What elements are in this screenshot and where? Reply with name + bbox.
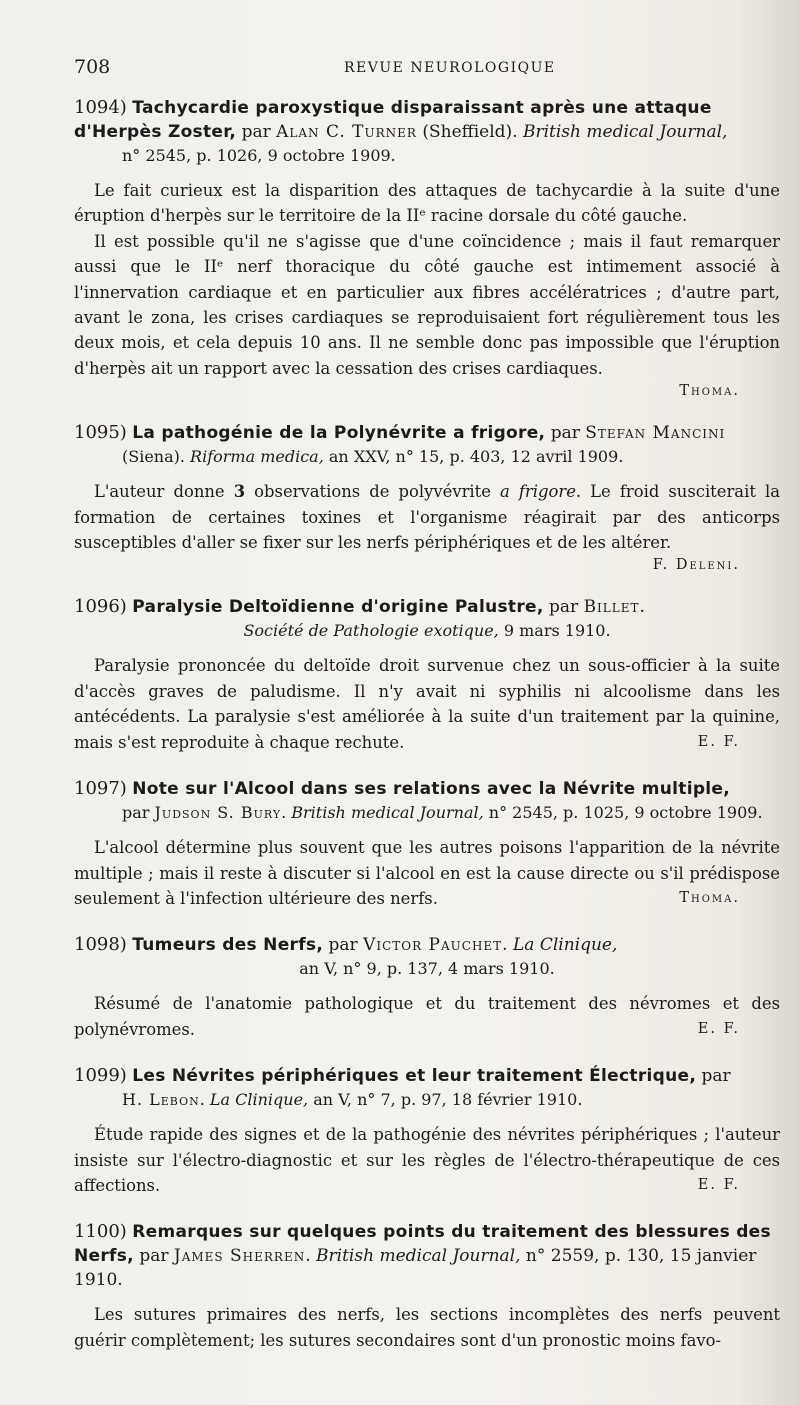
text-run: L'alcool détermine plus souvent que les autres poisons l'apparition de la névrite multiple ; mais il reste à discuter si l'alcool en est la cause directe ou s'il prédispose seulement à l'infection ultérieure des nerfs. xyxy=(74,838,780,908)
entry-number: 1097) xyxy=(74,778,127,800)
entry-author: Stefan Mancini xyxy=(585,423,726,444)
entry-title: Tachycardie paroxystique disparaissant après une attaque d'Herpès Zoster, xyxy=(74,98,712,142)
entry-reference xyxy=(74,445,780,469)
ref-text: par xyxy=(545,423,586,444)
entry-number: 1095) xyxy=(74,422,127,444)
abstract-entry-1098 xyxy=(74,933,780,1042)
ref-text: par xyxy=(236,122,277,142)
entry-title: Note sur l'Alcool dans ses relations avec la Névrite multiple, xyxy=(132,779,731,800)
abstract-entry-1097 xyxy=(74,777,780,911)
text-run: Résumé de l'anatomie pathologique et du traitement des névromes et des polynévromes. xyxy=(74,994,780,1039)
entry-heading xyxy=(74,1220,780,1292)
entry-abstract xyxy=(74,653,780,755)
entry-signature: E. F. xyxy=(697,1020,740,1037)
page-number: 708 xyxy=(74,56,111,78)
ref-text: . xyxy=(199,1090,210,1110)
abstract-paragraph xyxy=(74,991,780,1042)
running-title: REVUE NEUROLOGIQUE xyxy=(344,60,556,76)
entry-title: Paralysie Deltoïdienne d'origine Palustre, xyxy=(132,597,544,618)
entry-abstract xyxy=(74,178,780,381)
entry-number: 1100) xyxy=(74,1221,127,1243)
entry-abstract xyxy=(74,479,780,555)
entry-heading xyxy=(74,933,780,981)
abstract-paragraph: Il est possible qu'il ne s'agisse que d'une coïncidence ; mais il faut remarquer aussi que le IIᵉ nerf thoracique du côté gauche est intimement associé à l'innervation cardiaque et en particulier aux fibres accélératrices ; d'autre part, avant le zona, les crises cardiaques se reproduisaient fort régulièrement tous les deux mois, et cela depuis 10 ans. Il ne semble donc pas impossible que l'éruption d'herpès ait un rapport avec la cessation des crises cardiaques. xyxy=(74,231,780,378)
ref-text: par xyxy=(543,597,584,618)
ref-text: par xyxy=(133,1246,174,1267)
entry-reference xyxy=(74,801,780,825)
ref-text: par xyxy=(696,1066,731,1087)
entry-heading xyxy=(74,96,780,168)
entry-signature: Thoma. xyxy=(679,889,740,906)
text-run: Étude rapide des signes et de la pathogénie des névrites périphériques ; l'auteur insiste sur l'électro-diagnostic et sur les règles de l'électro-thérapeutique de ces affections. xyxy=(74,1125,780,1195)
abstract-paragraph xyxy=(74,653,780,755)
entry-author: Alan C. Turner xyxy=(276,122,417,142)
entry-number: 1094) xyxy=(74,97,127,118)
entry-title: Tumeurs des Nerfs, xyxy=(132,935,324,956)
entry-reference xyxy=(74,619,780,643)
abstract-paragraph xyxy=(74,1122,780,1198)
entry-journal: Riforma medica, xyxy=(190,447,324,467)
ref-text: n° 2545, p. 1025, 9 octobre 1909. xyxy=(483,803,763,823)
entry-signature: F. Deleni. xyxy=(652,557,740,574)
entry-author: Judson S. Bury xyxy=(154,803,282,823)
entry-author: James Sherren xyxy=(173,1246,306,1267)
abstract-paragraph xyxy=(74,479,780,555)
entry-abstract xyxy=(74,1122,780,1198)
entry-signature: Thoma. xyxy=(679,383,740,400)
entry-heading xyxy=(74,777,780,825)
entry-signature: E. F. xyxy=(697,1176,740,1193)
entry-author: Victor Pauchet xyxy=(363,935,503,956)
abstract-entry-1100 xyxy=(74,1220,780,1353)
ref-text: . xyxy=(639,597,645,618)
entry-title: La pathogénie de la Polynévrite a frigore, xyxy=(132,423,546,444)
entry-abstract xyxy=(74,991,780,1042)
entry-journal: La Clinique, xyxy=(512,935,618,956)
ref-text: (Siena). xyxy=(122,447,191,467)
entry-heading xyxy=(74,1064,780,1112)
text-run: Paralysie prononcée du deltoïde droit survenue chez un sous-officier à la suite d'accès graves de paludisme. Il n'y avait ni syphilis ni alcoolisme dans les antécédents. La paralysie s'est améliorée à la suite d'un traitement par la quinine, mais s'est reproduite à chaque rechute. xyxy=(74,656,780,752)
abstract-entry-1094 xyxy=(74,96,780,399)
entry-reference: n° 2545, p. 1026, 9 octobre 1909. xyxy=(122,146,396,165)
abstract-entry-1095 xyxy=(74,421,780,573)
abstract-paragraph: Les sutures primaires des nerfs, les sections incomplètes des nerfs peuvent guérir complètement; les sutures secondaires sont d'un pronostic moins favo- xyxy=(74,1305,780,1350)
abstract-entry-1099 xyxy=(74,1064,780,1198)
entry-author: Billet xyxy=(583,597,640,618)
entry-reference: an V, n° 9, p. 137, 4 mars 1910. xyxy=(299,959,555,979)
text-run: L'auteur donne xyxy=(94,482,234,502)
entry-journal: Société de Pathologie exotique, xyxy=(243,621,499,641)
entry-journal: British medical Journal, xyxy=(316,1246,521,1267)
abstract-entry-1096 xyxy=(74,595,780,755)
ref-text: (Sheffield). xyxy=(416,122,523,142)
entry-heading xyxy=(74,421,780,469)
entry-signature: E. F. xyxy=(697,733,740,750)
entry-author: H. Lebon xyxy=(122,1090,200,1110)
ref-text: 9 mars 1910. xyxy=(498,621,611,641)
text-run: . Le froid susciterait la formation de certaines toxines et l'organisme réagirait par des anticorps susceptibles d'aller se fixer sur les nerfs périphériques et de les altérer. xyxy=(74,482,780,553)
entry-number: 1098) xyxy=(74,934,127,956)
entry-journal: British medical Journal, xyxy=(291,803,484,823)
ref-text: par xyxy=(323,935,364,956)
ref-text: an V, n° 7, p. 97, 18 février 1910. xyxy=(308,1090,583,1110)
entry-journal: La Clinique, xyxy=(209,1090,309,1110)
entry-reference xyxy=(74,1088,780,1112)
ref-text: par xyxy=(122,803,155,823)
ref-text: . xyxy=(502,935,513,956)
page-header xyxy=(74,56,740,86)
entry-title: Remarques sur quelques points du traitement des blessures des Nerfs, xyxy=(74,1222,771,1267)
abstract-paragraph: Le fait curieux est la disparition des attaques de tachycardie à la suite d'une éruption d'herpès sur le territoire de la IIᵉ racine dorsale du côté gauche. xyxy=(74,181,780,226)
abstracts-column xyxy=(74,96,780,1375)
entry-abstract xyxy=(74,1302,780,1353)
entry-journal: British medical Journal, xyxy=(522,122,728,142)
entry-title: Les Névrites périphériques et leur traitement Électrique, xyxy=(132,1066,697,1087)
ref-text: an XXV, n° 15, p. 403, 12 avril 1909. xyxy=(323,447,624,467)
ref-text: n° 2559, p. 130, 15 janvier 1910. xyxy=(74,1246,757,1291)
abstract-paragraph xyxy=(74,835,780,911)
ref-text: . xyxy=(305,1246,317,1267)
entry-abstract xyxy=(74,835,780,911)
entry-number: 1099) xyxy=(74,1065,127,1087)
entry-number: 1096) xyxy=(74,596,127,618)
entry-heading xyxy=(74,595,780,643)
text-run: a frigore xyxy=(500,482,576,502)
text-run: observations de polyvévrite xyxy=(245,482,501,502)
text-run: 3 xyxy=(233,482,246,502)
ref-text: . xyxy=(281,803,292,823)
